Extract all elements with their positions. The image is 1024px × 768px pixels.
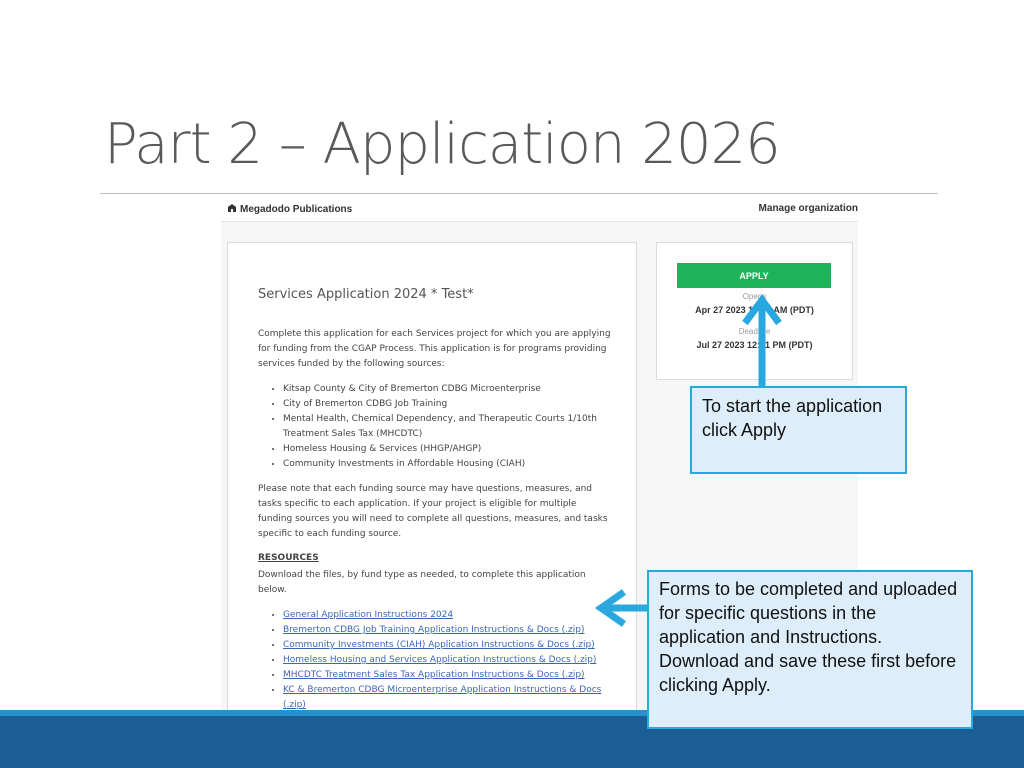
list-item: • Kitsap County & City of Bremerton CDBG Microenterprise [283, 382, 613, 397]
deadline-date: Jul 27 2023 12:01 PM (PDT) [696, 340, 813, 350]
intro-paragraph: Complete this application for each Services project for which you are applying for funding from the CGAP Process. This application is for programs providing services funded by the following sources: [258, 329, 611, 369]
organization-label: Megadodo Publications [240, 204, 353, 215]
resources-heading: RESOURCES [258, 553, 319, 563]
forms-callout: Forms to be completed and uploaded for specific questions in the application and Instructions. Download and save these first before clicking Apply. [647, 570, 973, 729]
list-item [283, 683, 613, 710]
resource-link[interactable]: General Application Instructions 2024 [283, 610, 454, 620]
list-item [283, 668, 613, 683]
resource-link[interactable]: MHCDTC Treatment Sales Tax Application Instructions & Docs (.zip) [283, 670, 585, 680]
organization-name[interactable] [227, 203, 352, 215]
list-item: • Homeless Housing & Services (HHGP/AHGP) [283, 442, 613, 457]
list-item [283, 623, 613, 638]
list-item [283, 653, 613, 668]
application-details-card [227, 242, 637, 710]
note-paragraph: Please note that each funding source may have questions, measures, and tasks specific to each application. If your project is eligible for multiple funding sources you will need to complete all questions, measures, and tasks specific to each funding source. [258, 484, 608, 539]
opens-label: Opens [742, 292, 767, 301]
list-item [283, 638, 613, 653]
application-title: Services Application 2024 * Test* [258, 287, 474, 302]
slide-title: Part 2 – Application 2026 [104, 112, 780, 177]
apply-card [656, 242, 853, 380]
resource-links-list [258, 608, 613, 710]
apply-button[interactable]: APPLY [677, 263, 831, 288]
title-divider [100, 193, 938, 194]
apply-callout: To start the application click Apply [690, 386, 907, 474]
resource-link[interactable]: KC & Bremerton CDBG Microenterprise Application Instructions & Docs (.zip) [283, 685, 602, 710]
resource-link[interactable]: Homeless Housing and Services Application Instructions & Docs (.zip) [283, 655, 597, 665]
funding-sources-list [258, 382, 613, 472]
deadline-label: Deadline [738, 327, 771, 336]
resource-link[interactable]: Community Investments (CIAH) Application Instructions & Docs (.zip) [283, 640, 595, 650]
resources-description: Download the files, by fund type as needed, to complete this application below. [258, 570, 586, 595]
manage-organization-link[interactable]: Manage organization [758, 203, 858, 214]
list-item [283, 608, 613, 623]
resource-link[interactable]: Bremerton CDBG Job Training Application Instructions & Docs (.zip) [283, 625, 585, 635]
list-item: • Mental Health, Chemical Dependency, and Therapeutic Courts 1/10th Treatment Sales Tax (MHCDTC) [283, 412, 613, 442]
building-icon [227, 203, 237, 213]
list-item: • Community Investments in Affordable Housing (CIAH) [283, 457, 613, 472]
opens-date: Apr 27 2023 10:00 AM (PDT) [695, 305, 814, 315]
top-bar [221, 198, 858, 222]
list-item: • City of Bremerton CDBG Job Training [283, 397, 613, 412]
